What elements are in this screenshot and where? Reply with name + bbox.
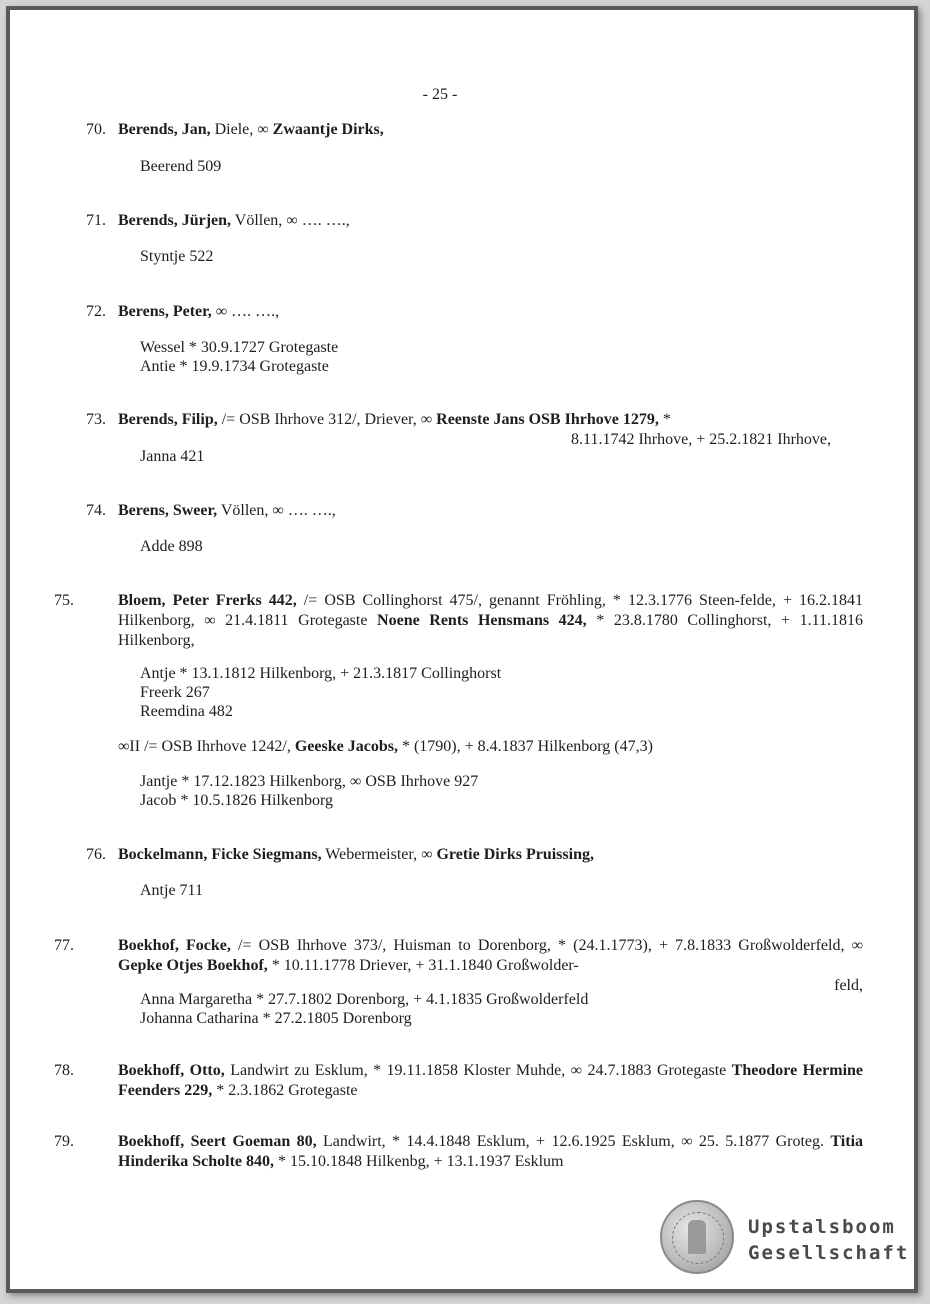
entry-79 <box>54 1132 864 1172</box>
marriage-text: * (1790), + 8.4.1837 Hilkenborg (47,3) <box>397 738 653 755</box>
entry-name: Berens, Sweer, <box>118 502 218 519</box>
entry-number: 75. <box>54 592 74 609</box>
child: Adde 898 <box>140 538 203 555</box>
children-77 <box>140 990 588 1028</box>
society-logo-text <box>748 1214 909 1266</box>
entry-name: Bloem, Peter Frerks 442, <box>118 592 297 609</box>
spouse-name: Gretie Dirks Pruissing, <box>436 846 594 863</box>
entry-text: Landwirt zu Esklum, * 19.11.1858 Kloster Muhde, ∞ 24.7.1883 Grotegaste <box>224 1062 732 1079</box>
entry-78 <box>54 1061 864 1101</box>
entry-text: Diele, ∞ <box>210 121 273 138</box>
entry-text: * 23.8.1780 Collinghorst, + 1.11.1816 Hilkenborg, <box>118 612 864 649</box>
entry-text: Landwirt, * 14.4.1848 Esklum, + 12.6.1925 Esklum, ∞ 25. 5.1877 Groteg. <box>316 1133 831 1150</box>
entry-76 <box>86 845 831 865</box>
entry-name: Boekhoff, Otto, <box>118 1062 225 1079</box>
entry-text: /= OSB Ihrhove 373/, Huisman to Dorenborg, * (24.1.1773), + 7.8.1833 Großwolderfeld, ∞ <box>230 937 864 954</box>
entry-number: 71. <box>86 212 106 229</box>
children-74 <box>140 537 203 556</box>
children-73 <box>140 447 204 466</box>
child: Freerk 267 <box>140 684 210 701</box>
child: Jantje * 17.12.1823 Hilkenborg, ∞ OSB Ihrhove 927 <box>140 773 479 790</box>
child: Styntje 522 <box>140 248 214 265</box>
child: Johanna Catharina * 27.2.1805 Dorenborg <box>140 1010 412 1027</box>
spouse-name: Noene Rents Hensmans 424, <box>377 612 587 629</box>
entry-text: ∞ …. …., <box>211 303 280 320</box>
entry-name: Boekhoff, Seert Goeman 80, <box>118 1133 317 1150</box>
children-70 <box>140 157 221 176</box>
child: Anna Margaretha * 27.7.1802 Dorenborg, + 4.1.1835 Großwolderfeld <box>140 991 589 1008</box>
entry-74 <box>86 501 831 521</box>
children-71 <box>140 247 213 266</box>
entry-number: 77. <box>54 937 74 954</box>
child: Wessel * 30.9.1727 Grotegaste <box>140 339 339 356</box>
children-76 <box>140 881 203 900</box>
entry-name: Bockelmann, Ficke Siegmans, <box>118 846 322 863</box>
spouse-name: Zwaantje Dirks, <box>272 121 384 138</box>
entry-number: 72. <box>86 303 106 320</box>
society-seal-icon <box>660 1200 734 1274</box>
entry-text: /= OSB Ihrhove 312/, Driever, ∞ <box>217 411 437 428</box>
entry-text: * 10.11.1778 Driever, + 31.1.1840 Großwolder- <box>267 957 579 974</box>
entry-number: 78. <box>54 1062 74 1079</box>
entry-number: 73. <box>86 411 106 428</box>
entry-name: Berens, Peter, <box>118 303 212 320</box>
spouse-name: Theodore Hermine Feenders 229, <box>118 1062 864 1099</box>
entry-name: Berends, Jan, <box>118 121 211 138</box>
entry-72 <box>86 302 831 322</box>
entry-70 <box>86 120 831 140</box>
entry-number: 70. <box>86 121 106 138</box>
spouse-name: Titia Hinderika Scholte 840, <box>118 1133 864 1170</box>
spouse-name: Gepke Otjes Boekhof, <box>118 957 268 974</box>
entry-77 <box>54 936 864 996</box>
entry-73 <box>86 410 831 450</box>
children-75b <box>140 772 478 810</box>
second-marriage-75 <box>118 737 653 756</box>
entry-number: 76. <box>86 846 106 863</box>
entry-text-line2: 8.11.1742 Ihrhove, + 25.2.1821 Ihrhove, <box>571 431 831 448</box>
logo-line2: Gesellschaft <box>748 1242 910 1264</box>
children-72 <box>140 338 338 376</box>
entry-text: Völlen, ∞ …. …., <box>231 212 350 229</box>
child: Antie * 19.9.1734 Grotegaste <box>140 358 329 375</box>
entry-text: /= OSB Collinghorst 475/, genannt Fröhling, * 12.3.1776 Steen-felde, + 16.2.1841 Hilkenborg, ∞ 21.4.1811 Grotegaste <box>118 592 864 629</box>
child: Reemdina 482 <box>140 703 233 720</box>
entry-text: Webermeister, ∞ <box>321 846 437 863</box>
marriage-text: ∞II /= OSB Ihrhove 1242/, <box>118 738 295 755</box>
logo-line1: Upstalsboom <box>748 1216 896 1238</box>
child: Jacob * 10.5.1826 Hilkenborg <box>140 792 334 809</box>
entry-text: * <box>658 411 671 428</box>
child: Janna 421 <box>140 448 205 465</box>
spouse-name: Reenste Jans OSB Ihrhove 1279, <box>436 411 659 428</box>
entry-number: 79. <box>54 1133 74 1150</box>
entry-text: * 15.10.1848 Hilkenbg, + 13.1.1937 Esklum <box>274 1153 564 1170</box>
entry-text: Völlen, ∞ …. …., <box>217 502 336 519</box>
child: Beerend 509 <box>140 158 222 175</box>
children-75 <box>140 664 501 721</box>
child: Antje * 13.1.1812 Hilkenborg, + 21.3.1817 Collinghorst <box>140 665 502 682</box>
entry-text: * 2.3.1862 Grotegaste <box>212 1082 358 1099</box>
entry-name: Berends, Jürjen, <box>118 212 232 229</box>
entry-71 <box>86 211 831 231</box>
page-number: - 25 - <box>422 86 458 103</box>
entry-text-line3: feld, <box>834 977 863 994</box>
child: Antje 711 <box>140 882 203 899</box>
entry-name: Boekhof, Focke, <box>118 937 231 954</box>
spouse-name: Geeske Jacobs, <box>294 738 398 755</box>
entry-number: 74. <box>86 502 106 519</box>
entry-name: Berends, Filip, <box>118 411 218 428</box>
entry-75 <box>54 591 864 651</box>
